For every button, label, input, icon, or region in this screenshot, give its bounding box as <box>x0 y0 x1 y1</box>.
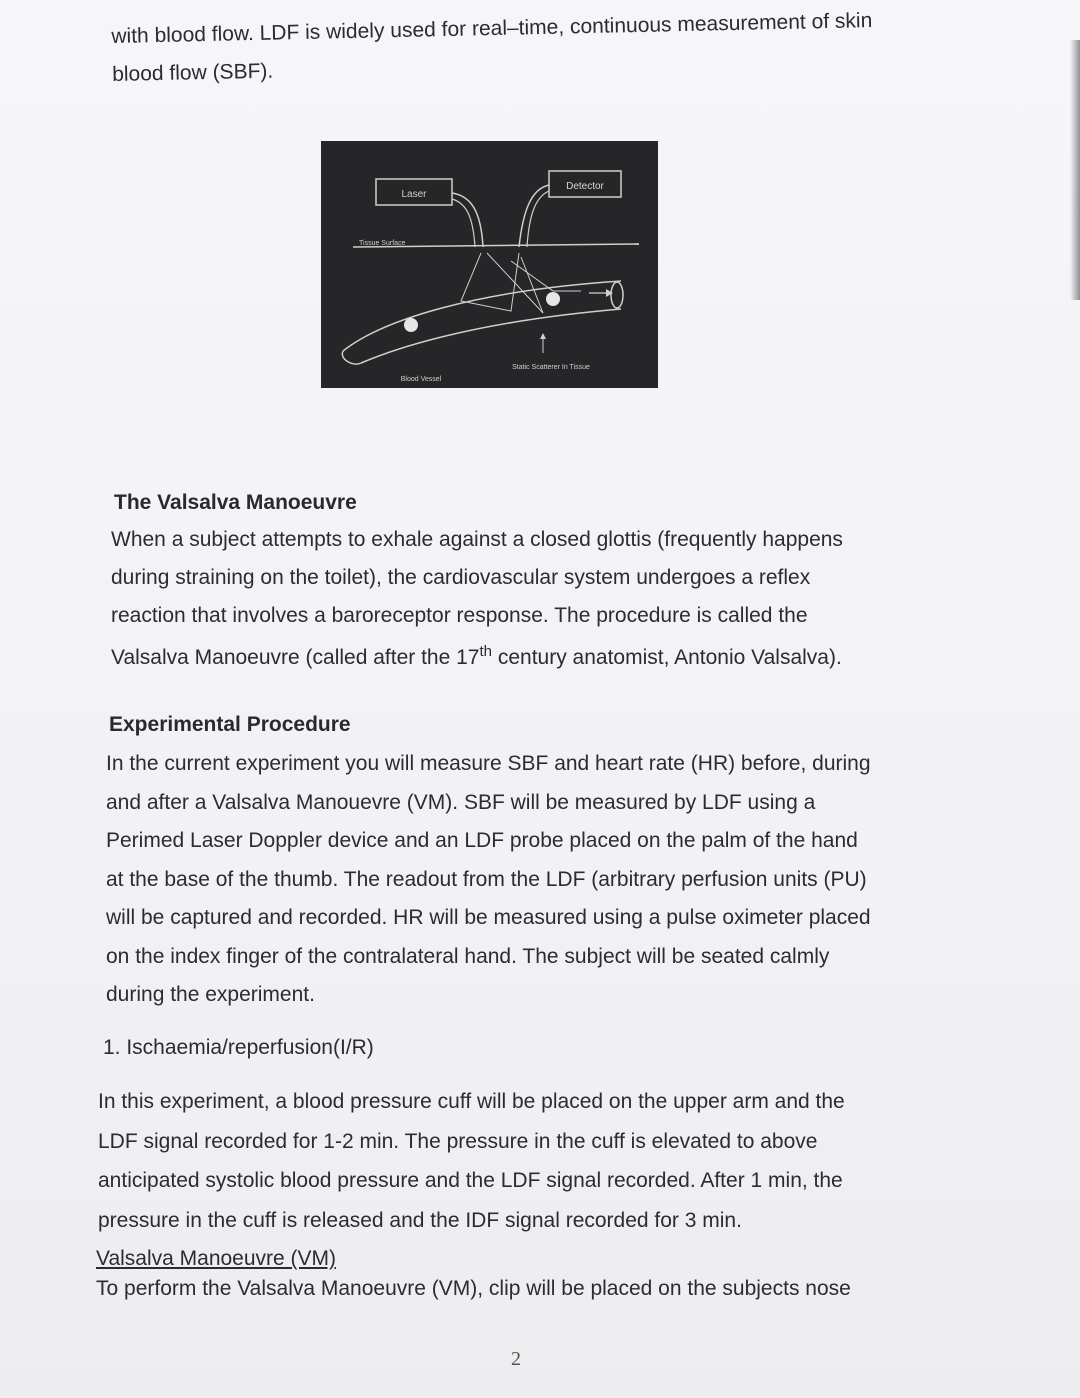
vessel-opening <box>611 282 623 308</box>
ischaemia-line-2: LDF signal recorded for 1-2 min. The pressure in the cuff is elevated to above <box>98 1129 818 1153</box>
procedure-line-1: In the current experiment you will measure SBF and heart rate (HR) before, during <box>106 752 871 775</box>
intro-line-1: with blood flow. LDF is widely used for real–time, continuous measurement of skin <box>111 9 873 48</box>
tissue-surface-label: Tissue Surface <box>359 240 406 247</box>
intro-paragraph <box>111 2 873 94</box>
static-scatterer-label: Static Scatterer In Tissue <box>512 364 590 371</box>
blood-vessel-label: Blood Vessel <box>400 376 442 383</box>
valsalva-heading: The Valsalva Manoeuvre <box>114 491 357 514</box>
ischaemia-paragraph <box>98 1082 845 1240</box>
ischaemia-line-3: anticipated systolic blood pressure and the LDF signal recorded. After 1 min, the <box>98 1169 843 1192</box>
detector-label: Detector <box>566 181 604 192</box>
valsalva-line-2: during straining on the toilet), the cardiovascular system undergoes a reflex <box>111 566 811 589</box>
ischaemia-item: 1. Ischaemia/reperfusion(I/R) <box>103 1036 374 1059</box>
valsalva-line-1: When a subject attempts to exhale against a closed glottis (frequently happens <box>111 528 843 551</box>
procedure-line-5: will be captured and recorded. HR will be measured using a pulse oximeter placed <box>106 906 871 929</box>
intro-line-2: blood flow (SBF). <box>111 59 274 86</box>
valsalva-paragraph <box>111 521 843 677</box>
photon-path-2 <box>487 253 543 313</box>
procedure-line-7: during the experiment. <box>106 983 315 1006</box>
valsalva-line-3: reaction that involves a baroreceptor response. The procedure is called the <box>111 604 808 627</box>
ischaemia-line-1: In this experiment, a blood pressure cuff will be placed on the upper arm and the <box>98 1090 845 1113</box>
valsalva-line-4: Valsalva Manoeuvre (called after the 17th century anatomist, Antonio Valsalva). <box>111 643 842 669</box>
superscript-th: th <box>479 643 492 660</box>
laser-label: Laser <box>401 189 427 200</box>
procedure-line-3: Perimed Laser Doppler device and an LDF probe placed on the palm of the hand <box>106 829 858 852</box>
vm-heading: Valsalva Manoeuvre (VM) <box>96 1247 337 1270</box>
procedure-heading: Experimental Procedure <box>109 713 351 736</box>
ldf-diagram-svg <box>321 141 658 388</box>
page-edge-shadow <box>1070 40 1080 300</box>
moving-blood-cell <box>546 292 560 306</box>
procedure-line-6: on the index finger of the contralateral hand. The subject will be seated calmly <box>106 944 830 968</box>
procedure-line-4: at the base of the thumb. The readout from the LDF (arbitrary perfusion units (PU) <box>106 867 867 891</box>
blood-vessel-wall-bottom <box>361 309 621 363</box>
blood-cell <box>404 318 418 332</box>
procedure-paragraph <box>106 745 871 1015</box>
photon-path-1 <box>461 253 519 311</box>
ischaemia-line-4: pressure in the cuff is released and the IDF signal recorded for 3 min. <box>98 1208 742 1232</box>
ldf-diagram <box>321 141 658 388</box>
vm-line: To perform the Valsalva Manoeuvre (VM), clip will be placed on the subjects nose <box>96 1277 851 1300</box>
page-number: 2 <box>511 1348 521 1370</box>
procedure-line-2: and after a Valsalva Manouevre (VM). SBF will be measured by LDF using a <box>106 790 816 814</box>
